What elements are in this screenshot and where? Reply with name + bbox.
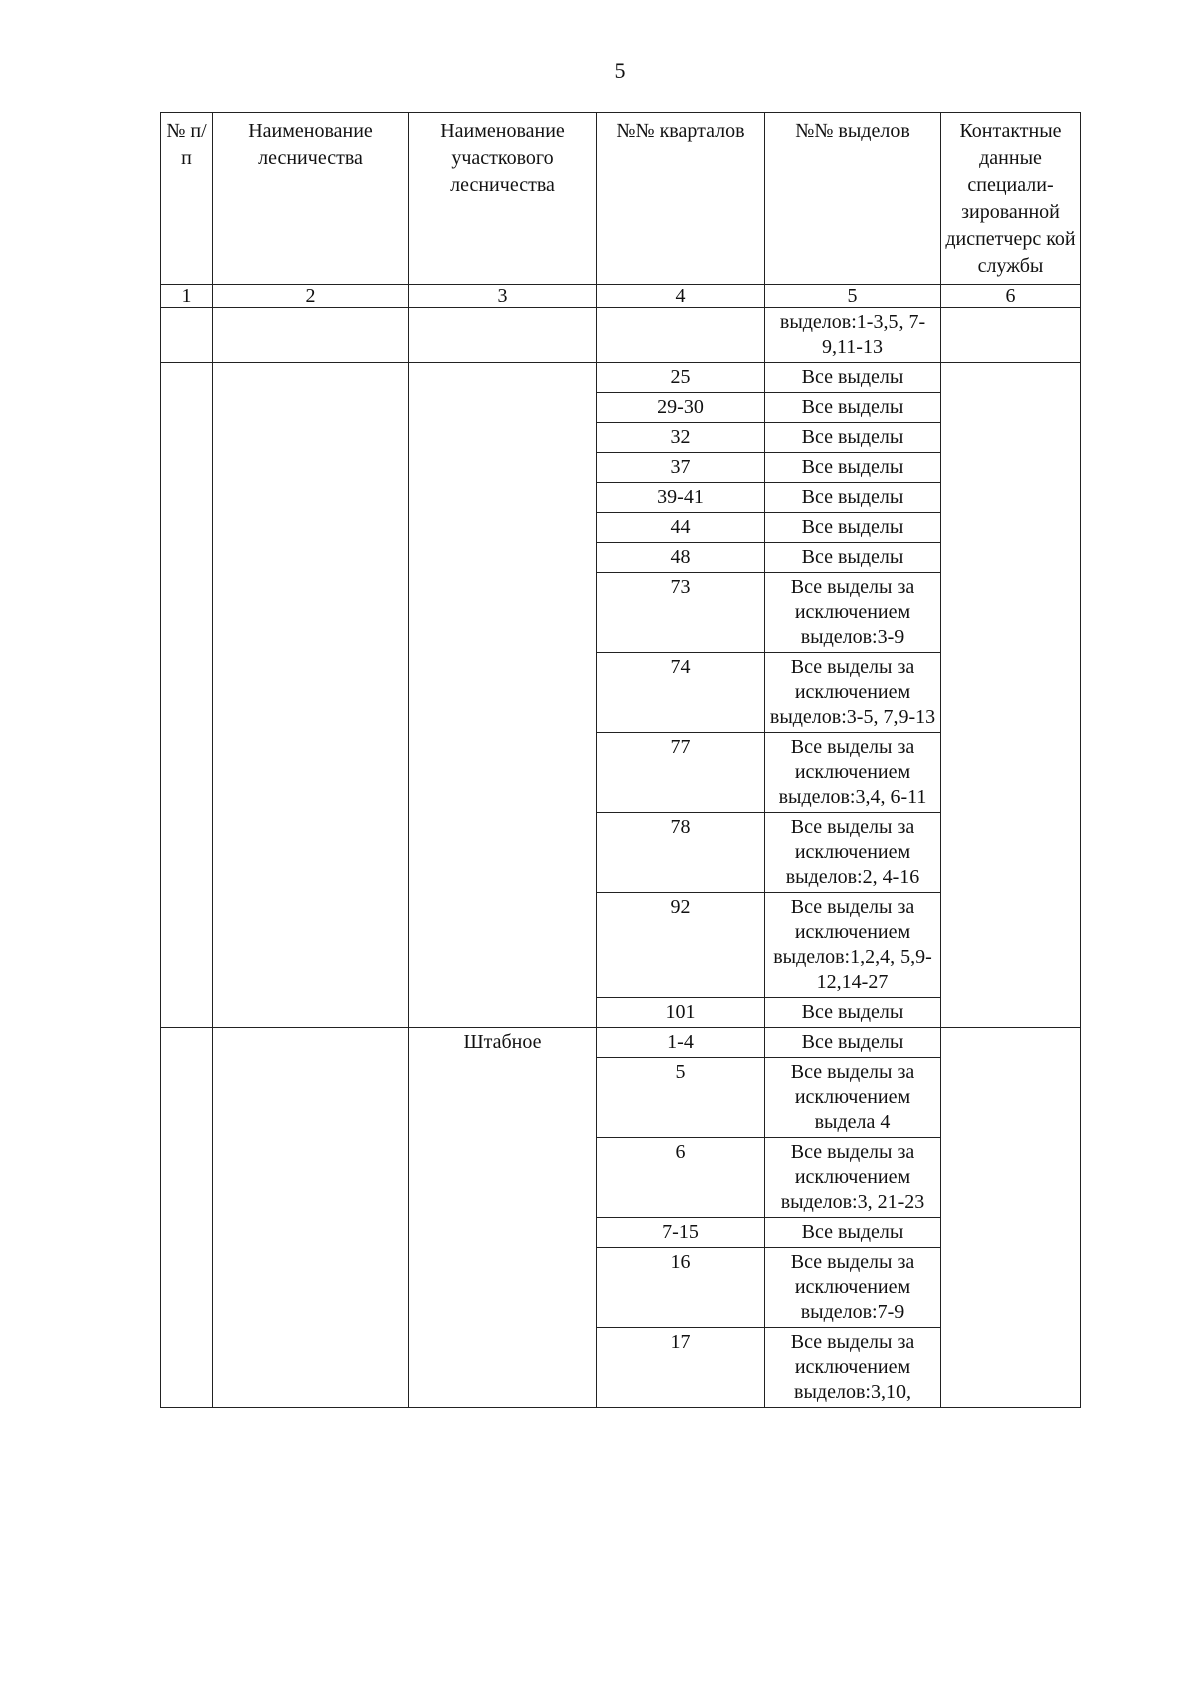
vydely-cell: Все выделы: [765, 998, 941, 1028]
num-cell: [161, 363, 213, 1028]
kvartal-cell: 6: [597, 1138, 765, 1218]
vydely-cell: Все выделы: [765, 483, 941, 513]
kvartal-cell: 101: [597, 998, 765, 1028]
vydely-cell: Все выделы: [765, 513, 941, 543]
header-row: [161, 113, 1081, 285]
column-number-row: [161, 285, 1081, 308]
vydely-cell: Все выделы за исключением выделов:3-5, 7,9-13: [765, 653, 941, 733]
page-number: 5: [614, 58, 626, 83]
vydely-cell: Все выделы за исключением выделов:3,4, 6-11: [765, 733, 941, 813]
kvartal-cell: 78: [597, 813, 765, 893]
num-cell: [161, 1028, 213, 1408]
kvartal-cell: 39-41: [597, 483, 765, 513]
table-row: [161, 363, 1081, 393]
vydely-cell: Все выделы: [765, 423, 941, 453]
vydely-cell: выделов:1-3,5, 7-9,11-13: [765, 308, 941, 363]
column-number: 2: [213, 285, 409, 308]
cell-empty: [941, 308, 1081, 363]
header-lesnichestvo: Наименование лесничества: [213, 113, 409, 285]
cell-empty: [597, 308, 765, 363]
header-contacts: Контактные данные специали-зированной диспетчерс кой службы: [941, 113, 1081, 285]
vydely-cell: Все выделы: [765, 543, 941, 573]
kvartal-cell: 73: [597, 573, 765, 653]
kvartal-cell: 29-30: [597, 393, 765, 423]
vydely-cell: Все выделы: [765, 393, 941, 423]
cell-empty: [161, 308, 213, 363]
vydely-cell: Все выделы: [765, 1218, 941, 1248]
continuation-row: [161, 308, 1081, 363]
cell-empty: [409, 308, 597, 363]
header-num: № п/п: [161, 113, 213, 285]
vydely-cell: Все выделы за исключением выделов:1,2,4, 5,9-12,14-27: [765, 893, 941, 998]
contacts-cell: [941, 363, 1081, 1028]
kvartal-cell: 1-4: [597, 1028, 765, 1058]
header-kvartaly: №№ кварталов: [597, 113, 765, 285]
table-row: [161, 1028, 1081, 1058]
column-number: 6: [941, 285, 1081, 308]
vydely-cell: Все выделы за исключением выдела 4: [765, 1058, 941, 1138]
kvartal-cell: 16: [597, 1248, 765, 1328]
kvartal-cell: 7-15: [597, 1218, 765, 1248]
forest-register-table: [160, 112, 1081, 1408]
uchastkovoe-cell: [409, 363, 597, 1028]
vydely-cell: Все выделы за исключением выделов:3, 21-23: [765, 1138, 941, 1218]
column-number: 1: [161, 285, 213, 308]
vydely-cell: Все выделы: [765, 453, 941, 483]
vydely-cell: Все выделы: [765, 1028, 941, 1058]
kvartal-cell: 48: [597, 543, 765, 573]
kvartal-cell: 92: [597, 893, 765, 998]
kvartal-cell: 17: [597, 1328, 765, 1408]
kvartal-cell: 77: [597, 733, 765, 813]
lesnichestvo-cell: [213, 363, 409, 1028]
column-number: 3: [409, 285, 597, 308]
cell-empty: [213, 308, 409, 363]
kvartal-cell: 37: [597, 453, 765, 483]
column-number: 5: [765, 285, 941, 308]
kvartal-cell: 74: [597, 653, 765, 733]
kvartal-cell: 25: [597, 363, 765, 393]
kvartal-cell: 32: [597, 423, 765, 453]
contacts-cell: [941, 1028, 1081, 1408]
column-number: 4: [597, 285, 765, 308]
uchastkovoe-cell: Штабное: [409, 1028, 597, 1408]
header-uchastkovoe: Наименование участкового лесничества: [409, 113, 597, 285]
vydely-cell: Все выделы за исключением выделов:3-9: [765, 573, 941, 653]
lesnichestvo-cell: [213, 1028, 409, 1408]
kvartal-cell: 44: [597, 513, 765, 543]
vydely-cell: Все выделы за исключением выделов:2, 4-16: [765, 813, 941, 893]
vydely-cell: Все выделы за исключением выделов:7-9: [765, 1248, 941, 1328]
header-vydely: №№ выделов: [765, 113, 941, 285]
vydely-cell: Все выделы за исключением выделов:3,10,: [765, 1328, 941, 1408]
vydely-cell: Все выделы: [765, 363, 941, 393]
kvartal-cell: 5: [597, 1058, 765, 1138]
